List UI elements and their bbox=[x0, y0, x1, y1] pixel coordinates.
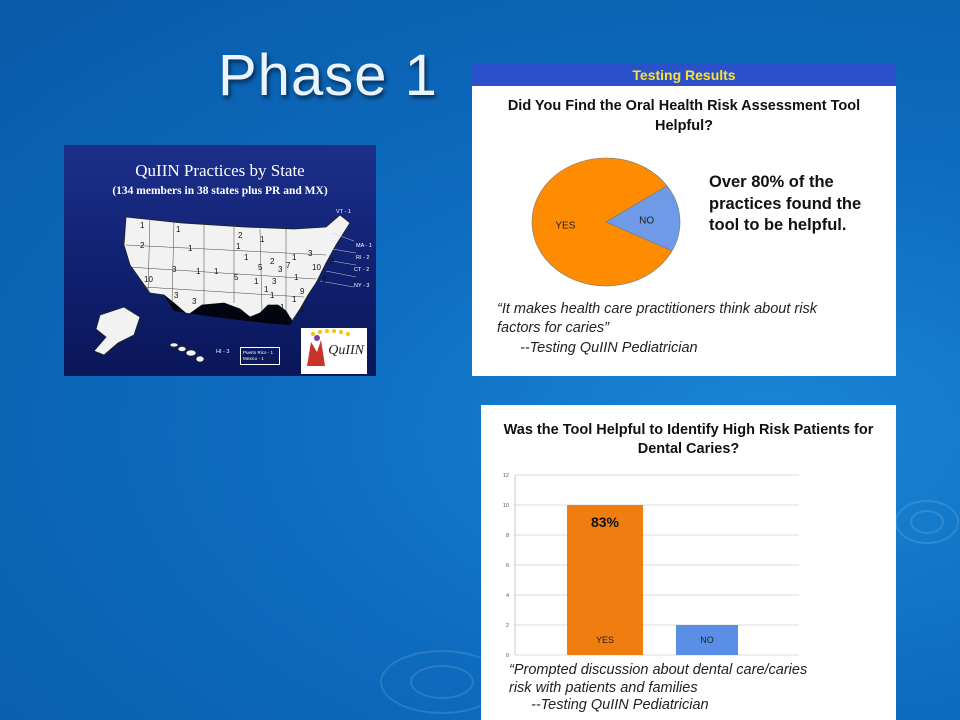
ripple-decoration bbox=[910, 510, 944, 534]
state-count: 2 bbox=[238, 231, 243, 240]
state-count: 7 bbox=[286, 261, 291, 270]
pie-slice-label: YES bbox=[555, 220, 576, 232]
y-tick-label: 4 bbox=[505, 593, 509, 599]
pie-chart bbox=[530, 156, 690, 292]
pie-question: Did You Find the Oral Health Risk Assessment Tool Helpful? bbox=[507, 98, 861, 134]
state-count: 1 bbox=[292, 295, 297, 304]
state-count: 1 bbox=[294, 273, 299, 282]
slide-title: Phase 1 bbox=[218, 43, 438, 108]
state-count: 1 bbox=[236, 242, 241, 251]
bar-question: Was the Tool Helpful to Identify High Risk Patients for Dental Caries? bbox=[503, 422, 874, 457]
state-count: 10 bbox=[312, 263, 321, 272]
state-count: 3 bbox=[308, 249, 313, 258]
state-count: 5 bbox=[234, 273, 239, 282]
side-label: CT - 2 bbox=[354, 267, 370, 273]
side-label: VT - 1 bbox=[336, 209, 351, 215]
state-count: 3 bbox=[322, 275, 327, 284]
legend-item: Puerto Rico - 1 bbox=[243, 350, 274, 355]
state-count: 3 bbox=[272, 277, 277, 286]
map-legend bbox=[240, 347, 280, 365]
state-count: 1 bbox=[270, 291, 275, 300]
quiin-logo bbox=[301, 328, 367, 374]
state-count: 1 bbox=[188, 244, 193, 253]
state-count: 2 bbox=[270, 257, 275, 266]
y-tick-label: 2 bbox=[505, 623, 509, 629]
state-count: 6 bbox=[288, 317, 293, 326]
y-tick-label: 6 bbox=[505, 563, 509, 569]
y-tick-label: 8 bbox=[505, 533, 509, 539]
y-tick-label: 10 bbox=[502, 503, 509, 509]
state-count: 3 bbox=[278, 265, 283, 274]
bar-chart bbox=[481, 465, 896, 665]
state-count: 3 bbox=[330, 257, 335, 266]
bar-data-label: 83% bbox=[590, 514, 620, 530]
map-subtitle: (134 members in 38 states plus PR and MX) bbox=[112, 185, 328, 197]
hawaii-label: HI - 3 bbox=[216, 349, 230, 355]
side-label: MA - 1 bbox=[356, 243, 372, 249]
logo-text: QuIIN bbox=[328, 343, 364, 358]
state-count: 1 bbox=[264, 285, 269, 294]
side-label: NY - 3 bbox=[354, 283, 370, 289]
legend-item: Mexico - 1 bbox=[243, 356, 264, 361]
state-count: 1 bbox=[244, 253, 249, 262]
bar-quote: “Prompted discussion about dental care/caries risk with patients and families bbox=[509, 662, 808, 696]
testing-results-panel bbox=[472, 64, 896, 376]
panel-header: Testing Results bbox=[472, 64, 896, 86]
state-count: 1 bbox=[254, 277, 259, 286]
state-count: 1 bbox=[140, 221, 145, 230]
state-count: 2 bbox=[140, 241, 145, 250]
bar-category-label: YES bbox=[595, 635, 615, 645]
high-risk-panel bbox=[481, 405, 896, 720]
y-tick-label: 12 bbox=[502, 473, 509, 479]
state-count: 1 bbox=[176, 225, 181, 234]
bar-category-label: NO bbox=[700, 635, 714, 645]
state-count: 3 bbox=[192, 297, 197, 306]
state-count: 10 bbox=[144, 275, 153, 284]
y-tick-label: 0 bbox=[505, 653, 509, 659]
ripple-decoration bbox=[410, 665, 474, 699]
pie-quote: “It makes health care practitioners think about risk factors for caries” bbox=[497, 301, 817, 336]
state-count: 1 bbox=[214, 267, 219, 276]
pie-attribution: --Testing QuIIN Pediatrician bbox=[520, 340, 698, 356]
map-image bbox=[64, 145, 376, 376]
map-title: QuIIN Practices by State bbox=[135, 161, 305, 180]
state-count: 9 bbox=[300, 287, 305, 296]
state-count: 5 bbox=[258, 263, 263, 272]
side-label: RI - 2 bbox=[356, 255, 370, 261]
state-count: 3 bbox=[172, 265, 177, 274]
state-count: 3 bbox=[174, 291, 179, 300]
pie-statement: Over 80% of the practices found the tool to be helpful. bbox=[709, 173, 862, 234]
bar-attribution: --Testing QuIIN Pediatrician bbox=[531, 697, 709, 713]
state-count: 1 bbox=[260, 235, 265, 244]
state-count: 1 bbox=[300, 305, 305, 314]
state-count: 1 bbox=[280, 303, 285, 312]
state-count: 1 bbox=[196, 267, 201, 276]
pie-slice-label: NO bbox=[639, 215, 655, 227]
state-count: 1 bbox=[292, 253, 297, 262]
